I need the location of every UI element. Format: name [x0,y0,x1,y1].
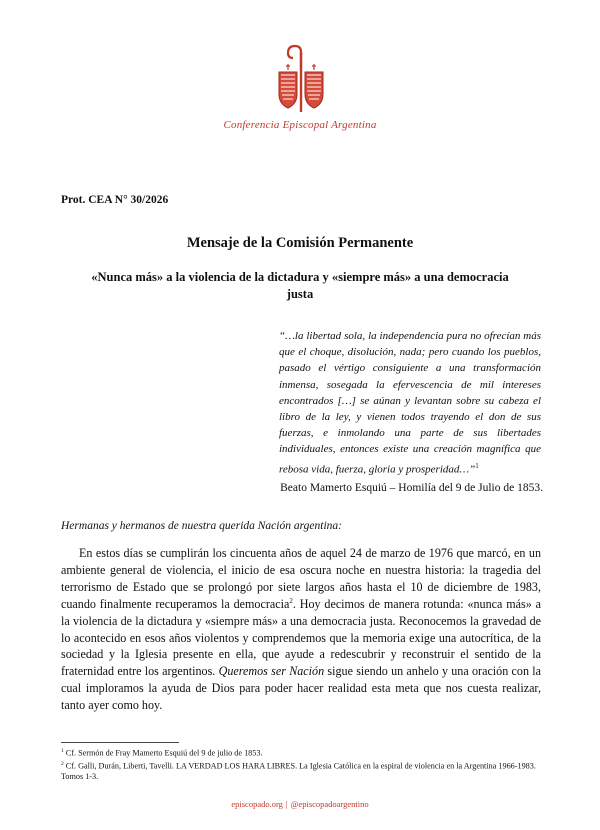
greeting: Hermanas y hermanos de nuestra querida Nación argentina: [61,520,342,532]
document-subtitle: «Nunca más» a la violencia de la dictadura y «siempre más» a una democracia justa [91,270,509,301]
footnote-number: 2 [61,760,64,767]
epigraph-quote [279,328,541,477]
footnotes [61,746,547,782]
footnote-text: Cf. Sermón de Fray Mamerto Esquiú del 9 de julio de 1853. [65,748,263,758]
footnote-ref-2[interactable]: 2 [289,596,293,605]
cea-crozier-shield-icon [275,44,327,114]
body-text-part2: . Hoy decimos de manera rotunda: «nunca más» a la violencia de la dictadura y «siempre más» a una democracia justa. Reconocemos la gravedad de lo acontecido en esos años violentos y comprendemos que la memoria exige una autocrítica, de la sociedad y la Iglesia presente en ella, que ayude a redescubrir y reconstruir el sentido de la fraternidad entre los argentinos. [61,596,541,679]
epigraph-text: “…la libertad sola, la independencia pura no ofrecían más que el choque, disolución, nada; pero cuando los pueblos, pasado el vértigo consiguiente a una transformación inmensa, sosegada la efervescencia de mil intereses encontrados […] se aúnan y levantan sobre su cabeza el libro de la ley, y vienen todos trayendo el don de sus fuerzas, e inmolando una parte de sus libertades individuales, entonces existe una creación magnífica que rebosa vida, fuerza, gloria y prosperidad…” [279,330,541,476]
body-paragraph [61,545,541,714]
footer-website-link[interactable]: episcopado.org [231,799,283,809]
protocol-number: Prot. CEA N° 30/2026 [61,194,169,206]
footer-separator: | [285,799,288,809]
footer-social-handle-link[interactable]: @episcopadoargentino [290,799,369,809]
footnote-ref-1[interactable]: 1 [475,461,479,470]
body-text-part3: sigue siendo un anhelo y una oración con la cual imploramos la ayuda de Dios para poder hacer realidad esta meta que nos cuesta realizar, tanto ayer como hoy. [61,664,541,713]
footnote-text: Cf. Galli, Durán, Liberti, Tavelli. LA VERDAD LOS HARA LIBRES. La Iglesia Católica en la espiral de violencia en la Argentina 1966-1983. Tomos 1-3. [61,761,536,782]
body-emphasis: Queremos ser Nación [218,664,325,679]
footnote-number: 1 [61,748,64,754]
footnote-item [61,759,547,783]
footnote-divider [61,742,179,743]
page-footer [0,799,600,809]
epigraph-attribution: Beato Mamerto Esquiú – Homilía del 9 de Julio de 1853. [280,482,543,494]
body-text-part1: En estos días se cumplirán los cincuenta años de aquel 24 de marzo de 1976 que marcó, en un ambiente general de violencia, el inicio de esa oscura noche en nuestra historia: la tragedia del terrorismo de Estado que se prolongó por siete largos años hasta el 10 de diciembre de 1983, cuando finalmente recuperamos la democracia [61,546,541,611]
organization-name: Conferencia Episcopal Argentina [223,119,377,131]
document-title: Mensaje de la Comisión Permanente [186,235,414,251]
footnote-item [61,746,547,759]
